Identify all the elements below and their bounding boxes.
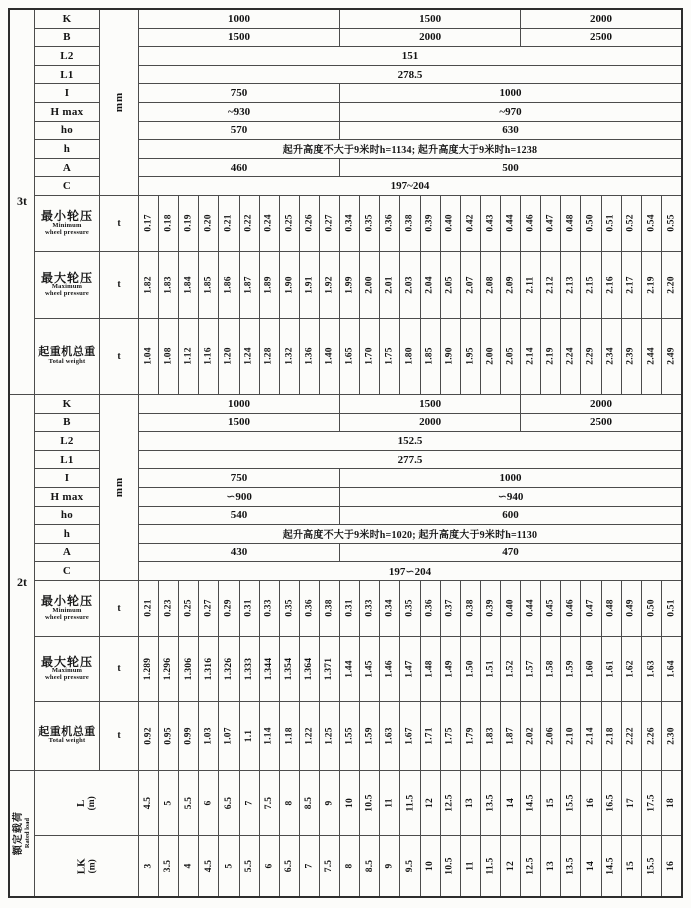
- param-value: 278.5: [139, 66, 681, 84]
- value-cell: 2.22: [622, 702, 641, 770]
- value-cell: 2.26: [642, 702, 661, 770]
- value-cell: 2.06: [541, 702, 560, 770]
- value-cell: 1.20: [219, 319, 238, 394]
- value-cell: 0.39: [421, 196, 440, 251]
- value-cell: 0.18: [159, 196, 178, 251]
- value-cell: 0.52: [622, 196, 641, 251]
- row-label: 起重机总重 Total weight: [35, 319, 99, 394]
- value-cell: 12.5: [521, 836, 540, 896]
- value-cell: 0.31: [340, 581, 359, 636]
- param-value: 152.5: [139, 432, 681, 450]
- value-cell: 0.39: [481, 581, 500, 636]
- value-cell: 0.50: [642, 581, 661, 636]
- value-cell: 11: [380, 771, 399, 835]
- value-cell: 1.14: [260, 702, 279, 770]
- value-cell: 9: [320, 771, 339, 835]
- value-cell: 1.36: [300, 319, 319, 394]
- row-label: 最小轮压 Minimum wheel pressure: [35, 196, 99, 251]
- param-name-b: B: [35, 414, 99, 432]
- value-cell: 0.50: [581, 196, 600, 251]
- value-cell: 1.86: [219, 252, 238, 318]
- value-cell: 1.59: [360, 702, 379, 770]
- unit-mm-3t: mm: [100, 10, 138, 195]
- value-cell: 1.52: [501, 637, 520, 701]
- value-cell: 16.5: [602, 771, 621, 835]
- value-cell: 1.61: [602, 637, 621, 701]
- value-cell: 1.333: [240, 637, 259, 701]
- value-cell: 1.50: [461, 637, 480, 701]
- unit-t: t: [100, 581, 138, 636]
- value-cell: 13: [541, 836, 560, 896]
- value-cell: 14.5: [521, 771, 540, 835]
- value-cell: 1.04: [139, 319, 158, 394]
- value-cell: 2.14: [521, 319, 540, 394]
- value-cell: 7: [240, 771, 259, 835]
- value-cell: 0.35: [280, 581, 299, 636]
- value-cell: 1.22: [300, 702, 319, 770]
- value-cell: 4.5: [139, 771, 158, 835]
- param-name-h: h: [35, 525, 99, 543]
- param-value: 1000: [139, 395, 339, 413]
- value-cell: 1.03: [199, 702, 218, 770]
- value-cell: 2.24: [561, 319, 580, 394]
- param-value: 2500: [521, 29, 681, 47]
- value-cell: 14: [501, 771, 520, 835]
- value-cell: 1.16: [199, 319, 218, 394]
- param-value: 750: [139, 469, 339, 487]
- param-name-h-max: H max: [35, 488, 99, 506]
- param-value: 197~204: [139, 177, 681, 195]
- param-value: 600: [340, 507, 681, 525]
- value-cell: 1.85: [421, 319, 440, 394]
- value-cell: 2.44: [642, 319, 661, 394]
- value-cell: 1.75: [380, 319, 399, 394]
- value-cell: 1.89: [260, 252, 279, 318]
- value-cell: 6.5: [219, 771, 238, 835]
- value-cell: 1.49: [441, 637, 460, 701]
- value-cell: 8.5: [300, 771, 319, 835]
- value-cell: 0.36: [300, 581, 319, 636]
- value-cell: 13.5: [481, 771, 500, 835]
- value-cell: 1.58: [541, 637, 560, 701]
- value-cell: 0.26: [300, 196, 319, 251]
- value-cell: 0.31: [240, 581, 259, 636]
- param-value: 1500: [340, 10, 520, 28]
- param-value: 750: [139, 84, 339, 102]
- param-value: 460: [139, 159, 339, 177]
- value-cell: 1.80: [400, 319, 419, 394]
- value-cell: 0.19: [179, 196, 198, 251]
- param-value: 630: [340, 122, 681, 140]
- param-value: 151: [139, 47, 681, 65]
- param-value: 1000: [340, 469, 681, 487]
- value-cell: 1.92: [320, 252, 339, 318]
- value-cell: 11.5: [481, 836, 500, 896]
- value-cell: 0.34: [340, 196, 359, 251]
- value-cell: 3: [139, 836, 158, 896]
- param-value: ~930: [139, 103, 339, 121]
- value-cell: 1.306: [179, 637, 198, 701]
- value-cell: 2.01: [380, 252, 399, 318]
- value-cell: 1.90: [280, 252, 299, 318]
- value-cell: 0.43: [481, 196, 500, 251]
- param-name-h: h: [35, 140, 99, 158]
- value-cell: 1.87: [501, 702, 520, 770]
- value-cell: 1.44: [340, 637, 359, 701]
- value-cell: 0.27: [199, 581, 218, 636]
- value-cell: 1.82: [139, 252, 158, 318]
- value-cell: 4.5: [199, 836, 218, 896]
- value-cell: 0.40: [441, 196, 460, 251]
- value-cell: 0.34: [380, 581, 399, 636]
- value-cell: 9: [380, 836, 399, 896]
- value-cell: 8: [280, 771, 299, 835]
- param-name-c: C: [35, 562, 99, 580]
- param-name-h-max: H max: [35, 103, 99, 121]
- value-cell: 7: [300, 836, 319, 896]
- value-cell: 1.12: [179, 319, 198, 394]
- row-label: 最小轮压 Minimum wheel pressure: [35, 581, 99, 636]
- value-cell: 1.316: [199, 637, 218, 701]
- unit-t: t: [100, 319, 138, 394]
- param-name-l2: L2: [35, 432, 99, 450]
- value-cell: 1.67: [400, 702, 419, 770]
- value-cell: 10.5: [360, 771, 379, 835]
- value-cell: 1.47: [400, 637, 419, 701]
- value-cell: 2.09: [501, 252, 520, 318]
- unit-t: t: [100, 702, 138, 770]
- value-cell: 5.5: [179, 771, 198, 835]
- value-cell: 0.47: [581, 581, 600, 636]
- value-cell: 13.5: [561, 836, 580, 896]
- value-cell: 1.289: [139, 637, 158, 701]
- value-cell: 15.5: [561, 771, 580, 835]
- value-cell: 1.24: [240, 319, 259, 394]
- value-cell: 2.29: [581, 319, 600, 394]
- param-value: 起升高度不大于9米时h=1020; 起升高度大于9米时h=1130: [139, 525, 681, 543]
- value-cell: 2.14: [581, 702, 600, 770]
- param-value: 1500: [139, 29, 339, 47]
- param-name-a: A: [35, 544, 99, 562]
- value-cell: 2.12: [541, 252, 560, 318]
- param-name-l1: L1: [35, 451, 99, 469]
- value-cell: 1.25: [320, 702, 339, 770]
- value-cell: 15: [622, 836, 641, 896]
- value-cell: 2.05: [501, 319, 520, 394]
- value-cell: 1.344: [260, 637, 279, 701]
- value-cell: 1.79: [461, 702, 480, 770]
- value-cell: 1.08: [159, 319, 178, 394]
- value-cell: 2.02: [521, 702, 540, 770]
- value-cell: 1.59: [561, 637, 580, 701]
- value-cell: 6.5: [280, 836, 299, 896]
- value-cell: 1.62: [622, 637, 641, 701]
- value-cell: 1.18: [280, 702, 299, 770]
- value-cell: 15: [541, 771, 560, 835]
- param-value: 2000: [340, 414, 520, 432]
- unit-t: t: [100, 637, 138, 701]
- value-cell: 1.364: [300, 637, 319, 701]
- value-cell: 7.5: [260, 771, 279, 835]
- param-value: 1500: [139, 414, 339, 432]
- value-cell: 0.17: [139, 196, 158, 251]
- value-cell: 0.48: [561, 196, 580, 251]
- value-cell: 0.38: [461, 581, 480, 636]
- param-value: 277.5: [139, 451, 681, 469]
- value-cell: 1.87: [240, 252, 259, 318]
- value-cell: 1.70: [360, 319, 379, 394]
- value-cell: 0.44: [501, 196, 520, 251]
- value-cell: 1.85: [199, 252, 218, 318]
- param-value: ~970: [340, 103, 681, 121]
- value-cell: 15.5: [642, 836, 661, 896]
- value-cell: 0.99: [179, 702, 198, 770]
- value-cell: 5: [159, 771, 178, 835]
- value-cell: 1.32: [280, 319, 299, 394]
- value-cell: 0.27: [320, 196, 339, 251]
- value-cell: 5.5: [240, 836, 259, 896]
- value-cell: 0.25: [280, 196, 299, 251]
- value-cell: 0.21: [139, 581, 158, 636]
- param-name-ho: ho: [35, 122, 99, 140]
- value-cell: 0.42: [461, 196, 480, 251]
- value-cell: 0.20: [199, 196, 218, 251]
- value-cell: 1.354: [280, 637, 299, 701]
- value-cell: 0.21: [219, 196, 238, 251]
- row-label: 最大轮压 Maximum wheel pressure: [35, 252, 99, 318]
- param-value: 2500: [521, 414, 681, 432]
- value-cell: 0.37: [441, 581, 460, 636]
- rated-load-label: 额定载荷 Rated load: [10, 771, 34, 896]
- value-cell: 0.51: [602, 196, 621, 251]
- param-name-a: A: [35, 159, 99, 177]
- value-cell: 0.51: [662, 581, 681, 636]
- value-cell: 16: [581, 771, 600, 835]
- value-cell: 2.19: [642, 252, 661, 318]
- value-cell: 10.5: [441, 836, 460, 896]
- value-cell: 14: [581, 836, 600, 896]
- value-cell: 1.60: [581, 637, 600, 701]
- value-cell: 17: [622, 771, 641, 835]
- param-name-k: K: [35, 10, 99, 28]
- value-cell: 0.92: [139, 702, 158, 770]
- value-cell: 1.40: [320, 319, 339, 394]
- value-cell: 1.55: [340, 702, 359, 770]
- param-name-c: C: [35, 177, 99, 195]
- value-cell: 1.1: [240, 702, 259, 770]
- value-cell: 2.17: [622, 252, 641, 318]
- value-cell: 2.49: [662, 319, 681, 394]
- value-cell: 2.10: [561, 702, 580, 770]
- value-cell: 1.48: [421, 637, 440, 701]
- value-cell: 2.00: [360, 252, 379, 318]
- value-cell: 1.51: [481, 637, 500, 701]
- value-cell: 0.40: [501, 581, 520, 636]
- value-cell: 2.05: [441, 252, 460, 318]
- param-name-i: I: [35, 469, 99, 487]
- param-value: 430: [139, 544, 339, 562]
- value-cell: 2.16: [602, 252, 621, 318]
- value-cell: 1.95: [461, 319, 480, 394]
- value-cell: 1.57: [521, 637, 540, 701]
- value-cell: 12: [421, 771, 440, 835]
- value-cell: 12.5: [441, 771, 460, 835]
- value-cell: 0.22: [240, 196, 259, 251]
- value-cell: 0.54: [642, 196, 661, 251]
- value-cell: 2.18: [602, 702, 621, 770]
- value-cell: 0.24: [260, 196, 279, 251]
- value-cell: 0.55: [662, 196, 681, 251]
- value-cell: 0.45: [541, 581, 560, 636]
- value-cell: 1.90: [441, 319, 460, 394]
- value-cell: 1.63: [642, 637, 661, 701]
- value-cell: 17.5: [642, 771, 661, 835]
- param-value: 1500: [340, 395, 520, 413]
- value-cell: 8: [340, 836, 359, 896]
- row-label: 起重机总重 Total weight: [35, 702, 99, 770]
- param-value: 197∽204: [139, 562, 681, 580]
- param-name-k: K: [35, 395, 99, 413]
- value-cell: 1.46: [380, 637, 399, 701]
- value-cell: 0.44: [521, 581, 540, 636]
- axis-label-lk: LK (m): [35, 836, 138, 896]
- param-value: 500: [340, 159, 681, 177]
- value-cell: 1.28: [260, 319, 279, 394]
- value-cell: 2.20: [662, 252, 681, 318]
- param-value: 540: [139, 507, 339, 525]
- value-cell: 0.49: [622, 581, 641, 636]
- section-label-2t: 2t: [10, 395, 34, 770]
- value-cell: 0.23: [159, 581, 178, 636]
- value-cell: 3.5: [159, 836, 178, 896]
- param-name-i: I: [35, 84, 99, 102]
- param-value: 2000: [340, 29, 520, 47]
- value-cell: 2.15: [581, 252, 600, 318]
- value-cell: 2.39: [622, 319, 641, 394]
- value-cell: 0.25: [179, 581, 198, 636]
- value-cell: 1.65: [340, 319, 359, 394]
- value-cell: 2.11: [521, 252, 540, 318]
- value-cell: 1.63: [380, 702, 399, 770]
- param-name-l2: L2: [35, 47, 99, 65]
- value-cell: 2.08: [481, 252, 500, 318]
- value-cell: 10: [340, 771, 359, 835]
- value-cell: 1.75: [441, 702, 460, 770]
- value-cell: 2.13: [561, 252, 580, 318]
- param-value: 470: [340, 544, 681, 562]
- value-cell: 2.04: [421, 252, 440, 318]
- value-cell: 16: [662, 836, 681, 896]
- param-value: 1000: [139, 10, 339, 28]
- param-value: ∽940: [340, 488, 681, 506]
- value-cell: 1.99: [340, 252, 359, 318]
- value-cell: 12: [501, 836, 520, 896]
- value-cell: 2.34: [602, 319, 621, 394]
- value-cell: 2.03: [400, 252, 419, 318]
- value-cell: 0.33: [360, 581, 379, 636]
- value-cell: 1.371: [320, 637, 339, 701]
- value-cell: 4: [179, 836, 198, 896]
- value-cell: 0.35: [360, 196, 379, 251]
- param-value: 1000: [340, 84, 681, 102]
- value-cell: 1.326: [219, 637, 238, 701]
- param-value: 570: [139, 122, 339, 140]
- param-name-b: B: [35, 29, 99, 47]
- value-cell: 9.5: [400, 836, 419, 896]
- value-cell: 0.38: [400, 196, 419, 251]
- param-value: 2000: [521, 395, 681, 413]
- value-cell: 1.91: [300, 252, 319, 318]
- axis-label-l: L (m): [35, 771, 138, 835]
- value-cell: 10: [421, 836, 440, 896]
- param-value: 起升高度不大于9米时h=1134; 起升高度大于9米时h=1238: [139, 140, 681, 158]
- value-cell: 1.83: [159, 252, 178, 318]
- value-cell: 0.36: [380, 196, 399, 251]
- value-cell: 1.45: [360, 637, 379, 701]
- value-cell: 2.19: [541, 319, 560, 394]
- value-cell: 1.83: [481, 702, 500, 770]
- unit-t: t: [100, 196, 138, 251]
- value-cell: 0.48: [602, 581, 621, 636]
- value-cell: 14.5: [602, 836, 621, 896]
- value-cell: 2.30: [662, 702, 681, 770]
- value-cell: 0.35: [400, 581, 419, 636]
- value-cell: 7.5: [320, 836, 339, 896]
- value-cell: 18: [662, 771, 681, 835]
- value-cell: 0.36: [421, 581, 440, 636]
- value-cell: 0.46: [521, 196, 540, 251]
- param-name-ho: ho: [35, 507, 99, 525]
- value-cell: 8.5: [360, 836, 379, 896]
- value-cell: 1.64: [662, 637, 681, 701]
- value-cell: 0.38: [320, 581, 339, 636]
- section-label-3t: 3t: [10, 10, 34, 394]
- row-label: 最大轮压 Maximum wheel pressure: [35, 637, 99, 701]
- unit-t: t: [100, 252, 138, 318]
- value-cell: 13: [461, 771, 480, 835]
- param-value: ∽900: [139, 488, 339, 506]
- value-cell: 1.07: [219, 702, 238, 770]
- value-cell: 0.29: [219, 581, 238, 636]
- value-cell: 6: [199, 771, 218, 835]
- spec-table: [8, 8, 683, 898]
- value-cell: 0.47: [541, 196, 560, 251]
- value-cell: 11.5: [400, 771, 419, 835]
- value-cell: 2.07: [461, 252, 480, 318]
- param-value: 2000: [521, 10, 681, 28]
- value-cell: 1.71: [421, 702, 440, 770]
- value-cell: 6: [260, 836, 279, 896]
- param-name-l1: L1: [35, 66, 99, 84]
- value-cell: 1.296: [159, 637, 178, 701]
- value-cell: 11: [461, 836, 480, 896]
- value-cell: 0.33: [260, 581, 279, 636]
- value-cell: 2.00: [481, 319, 500, 394]
- value-cell: 1.84: [179, 252, 198, 318]
- value-cell: 0.46: [561, 581, 580, 636]
- unit-mm-2t: mm: [100, 395, 138, 580]
- value-cell: 5: [219, 836, 238, 896]
- value-cell: 0.95: [159, 702, 178, 770]
